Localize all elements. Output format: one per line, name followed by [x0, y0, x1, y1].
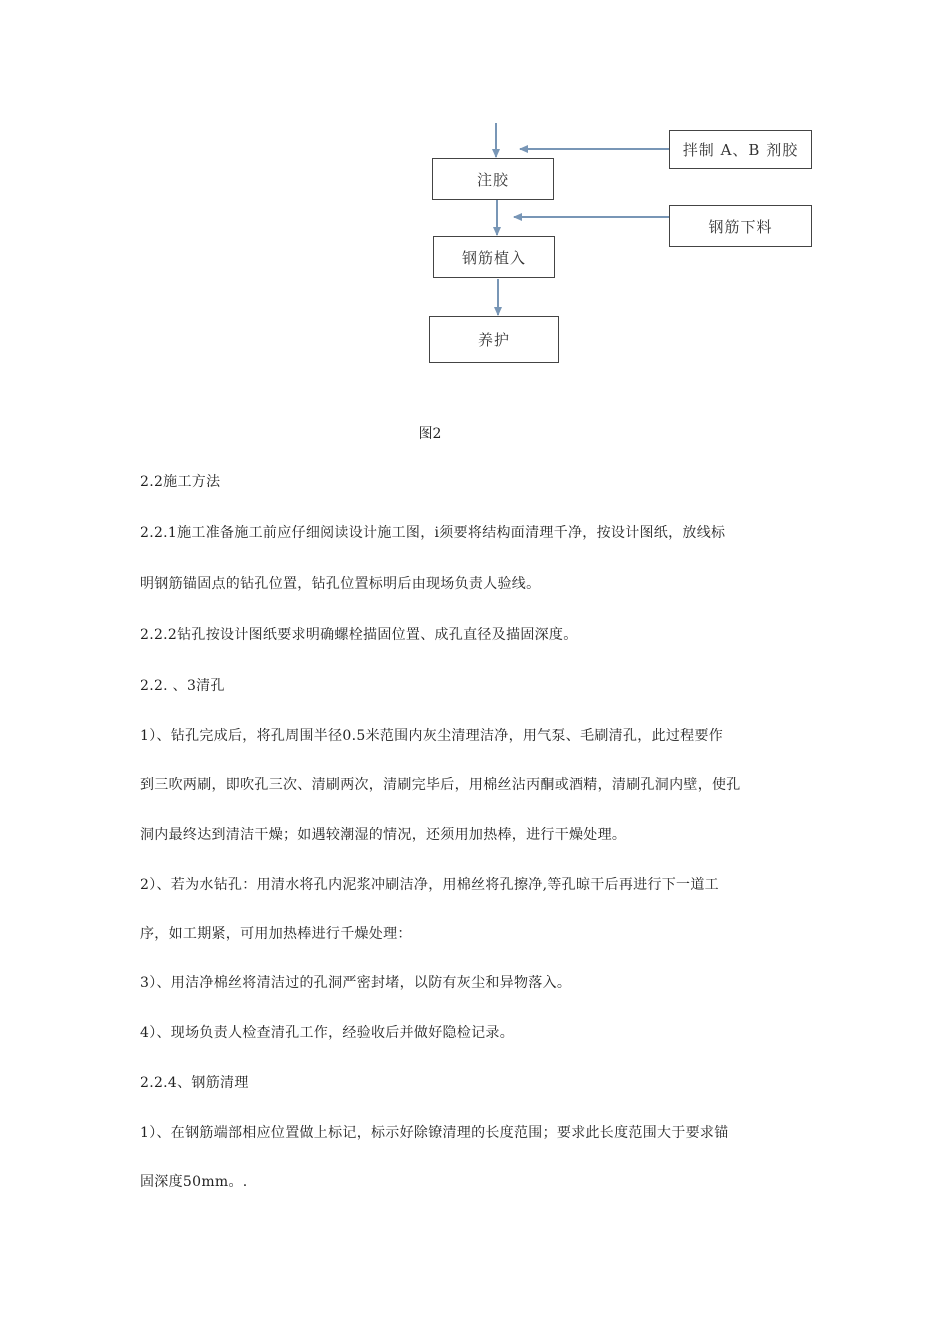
paragraph-line: 序，如工期紧，可用加热棒进行千燥处理：	[140, 926, 412, 942]
paragraph-line: 4）、现场负责人检查清孔工作，经验收后并做好隐检记录。	[140, 1025, 515, 1041]
box-rebar-cutting: 钢筋下料	[669, 205, 812, 247]
paragraph-line: 固深度50mm。.	[140, 1174, 248, 1190]
paragraph-line: 明钢筋锚固点的钻孔位置，钻孔位置标明后由现场负责人验线。	[140, 576, 541, 592]
paragraph-line: 洞内最终达到清洁干燥；如遇较潮湿的情况，还须用加热棒，进行干燥处理。	[140, 827, 627, 843]
paragraph-line: 2）、若为水钻孔：用清水将孔内泥浆冲刷洁净，用棉丝将孔擦净,等孔晾干后再进行下一道工	[140, 877, 719, 893]
section-heading: 2.2施工方法	[140, 474, 221, 490]
box-inject-glue: 注胶	[432, 158, 554, 200]
process-flowchart	[0, 0, 950, 400]
paragraph-line: 3）、用洁净棉丝将清洁过的孔洞严密封堵，以防有灰尘和异物落入。	[140, 975, 572, 991]
subsection-heading: 2.2.4、钢筋清理	[140, 1075, 249, 1091]
figure-caption: 图2	[418, 426, 442, 442]
box-curing: 养护	[429, 316, 559, 363]
box-rebar-implant: 钢筋植入	[433, 236, 555, 278]
paragraph-line: 2.2.2钻孔按设计图纸要求明确螺栓描固位置、成孔直径及描固深度。	[140, 627, 578, 643]
paragraph-line: 1）、钻孔完成后，将孔周围半径0.5米范围内灰尘清理洁净，用气泵、毛刷清孔，此过程要作	[140, 728, 724, 744]
paragraph-line: 到三吹两刷，即吹孔三次、清刷两次，清刷完毕后，用棉丝沾丙酮或酒精，清刷孔洞内壁，使孔	[140, 777, 741, 793]
paragraph-line: 1）、在钢筋端部相应位置做上标记，标示好除镣清理的长度范围；要求此长度范围大于要求锚	[140, 1125, 729, 1141]
box-mix-glue: 拌制 A、B 剂胶	[669, 130, 812, 169]
paragraph-line: 2.2.1施工准备施工前应仔细阅读设计施工图，i须要将结构面清理千净，按设计图纸，放线标	[140, 525, 726, 541]
subsection-heading: 2.2. 、3清孔	[140, 678, 225, 694]
